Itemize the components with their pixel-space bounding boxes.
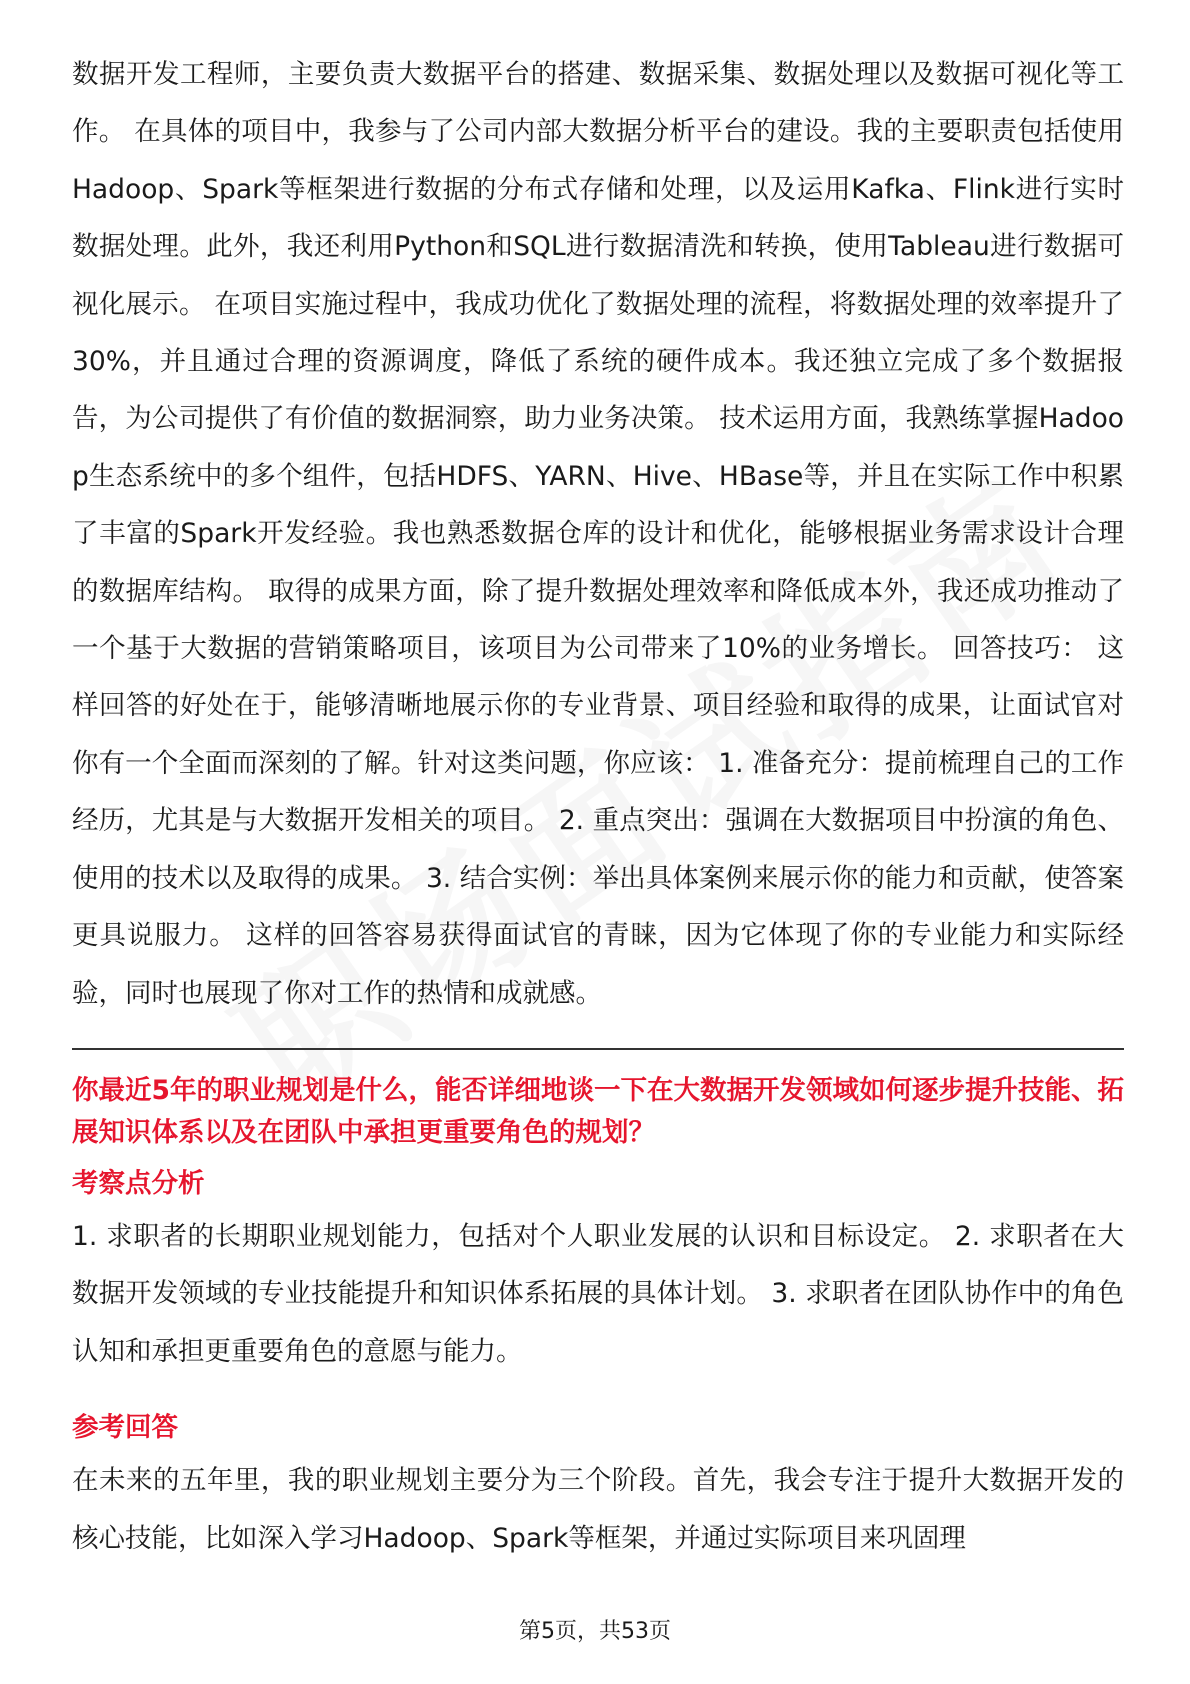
analysis-text: 1. 求职者的长期职业规划能力，包括对个人职业发展的认识和目标设定。 2. 求职者在大数据开发领域的专业技能提升和知识体系拓展的具体计划。 3. 求职者在团队协作中的角色认知和承担更重要角色的意愿与能力。: [72, 1220, 1124, 1367]
reference-answer-text: 在未来的五年里，我的职业规划主要分为三个阶段。首先，我会专注于提升大数据开发的核心技能，比如深入学习Hadoop、Spark等框架，并通过实际项目来巩固理: [72, 1465, 1124, 1554]
section-divider: [72, 1048, 1124, 1050]
page-content: [72, 46, 1124, 1567]
previous-answer-text: 数据开发工程师，主要负责大数据平台的搭建、数据采集、数据处理以及数据可视化等工作。 在具体的项目中，我参与了公司内部大数据分析平台的建设。我的主要职责包括使用Hadoop、Spark等框架进行数据的分布式存储和处理，以及运用Kafka、Flink进行实时数据处理。此外，我还利用Python和SQL进行数据清洗和转换，使用Tableau进行数据可视化展示。 在项目实施过程中，我成功优化了数据处理的流程，将数据处理的效率提升了30%，并且通过合理的资源调度，降低了系统的硬件成本。我还独立完成了多个数据报告，为公司提供了有价值的数据洞察，助力业务决策。 技术运用方面，我熟练掌握Hadoop生态系统中的多个组件，包括HDFS、YARN、Hive、HBase等，并且在实际工作中积累了丰富的Spark开发经验。我也熟悉数据仓库的设计和优化，能够根据业务需求设计合理的数据库结构。 取得的成果方面，除了提升数据处理效率和降低成本外，我还成功推动了一个基于大数据的营销策略项目，该项目为公司带来了10%的业务增长。 回答技巧： 这样回答的好处在于，能够清晰地展示你的专业背景、项目经验和取得的成果，让面试官对你有一个全面而深刻的了解。针对这类问题，你应该： 1. 准备充分：提前梳理自己的工作经历，尤其是与大数据开发相关的项目。 2. 重点突出：强调在大数据项目中扮演的角色、使用的技术以及取得的成果。 3. 结合实例：举出具体案例来展示你的能力和贡献，使答案更具说服力。 这样的回答容易获得面试官的青睐，因为它体现了你的专业能力和实际经验，同时也展现了你对工作的热情和成就感。: [72, 59, 1124, 1009]
analysis-heading: 考察点分析: [72, 1167, 205, 1199]
interview-question: 你最近5年的职业规划是什么，能否详细地谈一下在大数据开发领域如何逐步提升技能、拓展知识体系以及在团队中承担更重要角色的规划？: [72, 1074, 1124, 1148]
page-number: 第5页，共53页: [519, 1619, 671, 1644]
spacer: [72, 1380, 1124, 1398]
reference-answer-heading: 参考回答: [72, 1412, 178, 1444]
